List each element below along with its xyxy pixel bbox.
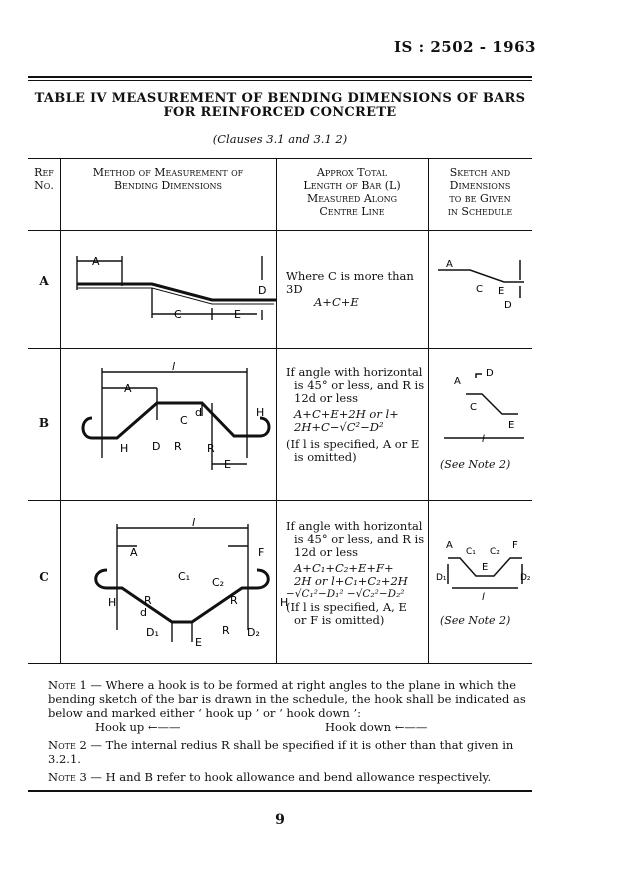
row-b-label-d-lower: D — [152, 440, 161, 453]
row-c-label-l: l — [192, 516, 196, 529]
row-c-sketch-label-d2: D₂ — [520, 573, 531, 583]
header-sketch-line4: in Schedule — [447, 205, 513, 218]
header-ref — [28, 166, 60, 192]
header-separator — [28, 230, 532, 231]
col-divider-1 — [60, 158, 61, 664]
table-title-line1: TABLE IV MEASUREMENT OF BENDING DIMENSIONS OF BARS — [34, 91, 526, 106]
header-ref-line1: Ref — [34, 166, 54, 179]
row-b-length-line5: 2H+C−√C²−D² — [294, 420, 384, 434]
row-c-label-f: F — [258, 546, 265, 559]
row-b-sketch — [432, 364, 530, 460]
row-a-length-line1: Where C is more than — [286, 269, 414, 283]
row-c-length-line2: is 45° or less, and R is — [294, 532, 425, 546]
bottom-rule — [28, 790, 532, 792]
row-b-label-e: E — [224, 458, 231, 471]
table-title-line2: FOR REINFORCED CONCRETE — [163, 105, 397, 120]
row-c-label-r2: R — [230, 594, 238, 607]
row-a-length — [286, 270, 426, 309]
row-b-label-c: C — [180, 414, 188, 427]
row-a-sketch-label-c: C — [476, 284, 483, 295]
row-c-length-line8: or F is omitted) — [294, 613, 385, 627]
row-c-label-a: A — [130, 546, 138, 559]
row-b-sketch-label-c: C — [470, 402, 477, 413]
top-rule — [28, 76, 532, 78]
row-c-label-h1: H — [108, 596, 117, 609]
header-method-line2: Bending Dimensions — [113, 179, 223, 192]
header-length-line4: Centre Line — [319, 205, 385, 218]
row-b-sketch-label-l: l — [482, 434, 485, 445]
note-3-label: Note 3 — [48, 770, 87, 784]
page-number: 9 — [275, 812, 285, 828]
row-a-label-d: D — [258, 284, 267, 297]
row-c-length-line6: −√C₁²−D₁² −√C₂²−D₂² — [286, 588, 405, 600]
row-b-label-h1: H — [120, 442, 129, 455]
row-c-sketch-note: (See Note 2) — [440, 614, 511, 627]
note-2-text: — The internal redius R shall be specified if it is other than that given in 3.2.1. — [48, 738, 514, 766]
note-1-label: Note 1 — [48, 678, 87, 692]
row-b-length-line7: is omitted) — [294, 450, 357, 464]
row-c-sketch — [432, 528, 530, 614]
row-a-length-line2: 3D — [286, 282, 303, 296]
row-a-length-line3: A+C+E — [314, 295, 359, 309]
header-sketch — [428, 166, 532, 218]
note-3-text: — H and B refer to hook allowance and bend allowance respectively. — [86, 770, 492, 784]
col-divider-2 — [276, 158, 277, 664]
note-1-text: — Where a hook is to be formed at right angles to the plane in which the bending sketch of the bar is drawn in the schedule, the hook shall be indicated as below and marked either ‘ hook up ’ or ‘ hook down ’: — [48, 678, 526, 720]
row-c-label-c1: C₁ — [178, 570, 191, 583]
row-b-length-line3: 12d or less — [294, 391, 359, 405]
row-b-method-diagram — [62, 358, 274, 490]
header-sketch-line3: to be Given — [449, 192, 511, 205]
row-a-label-c: C — [174, 308, 182, 321]
row-a-method-diagram — [62, 248, 274, 328]
notes-section-2 — [48, 738, 538, 788]
row-a-label-a: A — [92, 255, 100, 268]
row-separator-a — [28, 348, 532, 349]
row-c-sketch-label-l: l — [482, 592, 485, 603]
table-title — [28, 92, 532, 120]
row-c-ref: C — [39, 570, 49, 584]
row-b-label-l: l — [172, 360, 176, 373]
row-c-sketch-label-c1: C₁ — [466, 547, 476, 557]
row-c-sketch-label-c2: C₂ — [490, 547, 500, 557]
row-b-sketch-label-a: A — [454, 376, 461, 387]
table-top-border — [28, 158, 532, 159]
standard-number: IS : 2502 - 1963 — [394, 38, 536, 56]
header-length — [276, 166, 428, 218]
row-c-sketch-label-f: F — [512, 540, 518, 551]
notes-section — [48, 678, 538, 724]
table-bottom-border — [28, 663, 532, 664]
row-c-label-r1: R — [144, 594, 152, 607]
header-method-line1: Method of Measurement of — [92, 166, 244, 179]
row-b-sketch-label-d: D — [486, 368, 494, 379]
row-b-length-line6: (If l is specified, A or E — [286, 437, 420, 451]
row-c-label-e: E — [195, 636, 202, 649]
header-sketch-line2: Dimensions — [449, 179, 511, 192]
header-length-line2: Length of Bar (L) — [303, 179, 401, 192]
hook-indicators — [95, 720, 515, 734]
row-b-length-line2: is 45° or less, and R is — [294, 378, 425, 392]
row-c-label-c2: C₂ — [212, 576, 225, 589]
header-length-line1: Approx Total — [316, 166, 388, 179]
row-c-length-line3: 12d or less — [294, 545, 359, 559]
note-2-label: Note 2 — [48, 738, 87, 752]
row-b-label-r1: R — [174, 440, 182, 453]
row-c-label-d: d — [140, 606, 147, 619]
header-sketch-line1: Sketch and — [449, 166, 511, 179]
hook-down-label: Hook down ←—— — [325, 720, 428, 734]
row-c-label-d1: D₁ — [146, 626, 159, 639]
table-frame — [28, 158, 532, 664]
header-method — [60, 166, 276, 192]
row-b-ref: B — [38, 416, 50, 430]
row-b-length-line4: A+C+E+2H or l+ — [294, 407, 399, 421]
row-c-length-line5: 2H or l+C₁+C₂+2H — [294, 574, 408, 588]
row-b-label-r2: R — [207, 442, 215, 455]
header-length-line3: Measured Along — [306, 192, 398, 205]
row-c-sketch-label-d1: D₁ — [436, 573, 447, 583]
row-c-label-d2: D₂ — [247, 626, 260, 639]
row-c-label-r3: R — [222, 624, 230, 637]
note-1 — [48, 678, 538, 720]
row-b-length-line1: If angle with horizontal — [286, 365, 423, 379]
row-b-label-h2: H — [256, 406, 265, 419]
header-ref-line2: No. — [34, 179, 54, 192]
row-c-sketch-label-a: A — [446, 540, 453, 551]
row-separator-b — [28, 500, 532, 501]
row-a-ref: A — [39, 274, 49, 288]
row-b-label-d: d — [195, 406, 202, 419]
row-c-length-line7: (If l is specified, A, E — [286, 600, 407, 614]
row-a-sketch-label-a: A — [446, 259, 453, 270]
note-2 — [48, 738, 538, 766]
row-b-sketch-label-e: E — [508, 420, 515, 431]
row-b-label-a: A — [124, 382, 132, 395]
note-3 — [48, 770, 538, 784]
row-a-sketch-label-d: D — [504, 300, 512, 311]
row-c-sketch-label-e: E — [482, 562, 489, 573]
hook-up-label: Hook up ←—— — [95, 720, 181, 734]
col-divider-3 — [428, 158, 429, 664]
row-c-length — [286, 520, 428, 627]
top-rule-thin — [28, 80, 532, 81]
row-c-method-diagram — [62, 510, 289, 650]
row-a-sketch-label-e: E — [498, 286, 505, 297]
row-a-sketch — [432, 256, 530, 316]
clauses-reference: (Clauses 3.1 and 3.1 2) — [212, 132, 348, 146]
row-c-length-line1: If angle with horizontal — [286, 519, 423, 533]
row-b-length — [286, 366, 428, 464]
row-c-label-h2: H — [280, 596, 289, 609]
row-a-label-e: E — [234, 308, 241, 321]
row-c-length-line4: A+C₁+C₂+E+F+ — [294, 561, 394, 575]
row-b-sketch-note: (See Note 2) — [440, 458, 511, 471]
